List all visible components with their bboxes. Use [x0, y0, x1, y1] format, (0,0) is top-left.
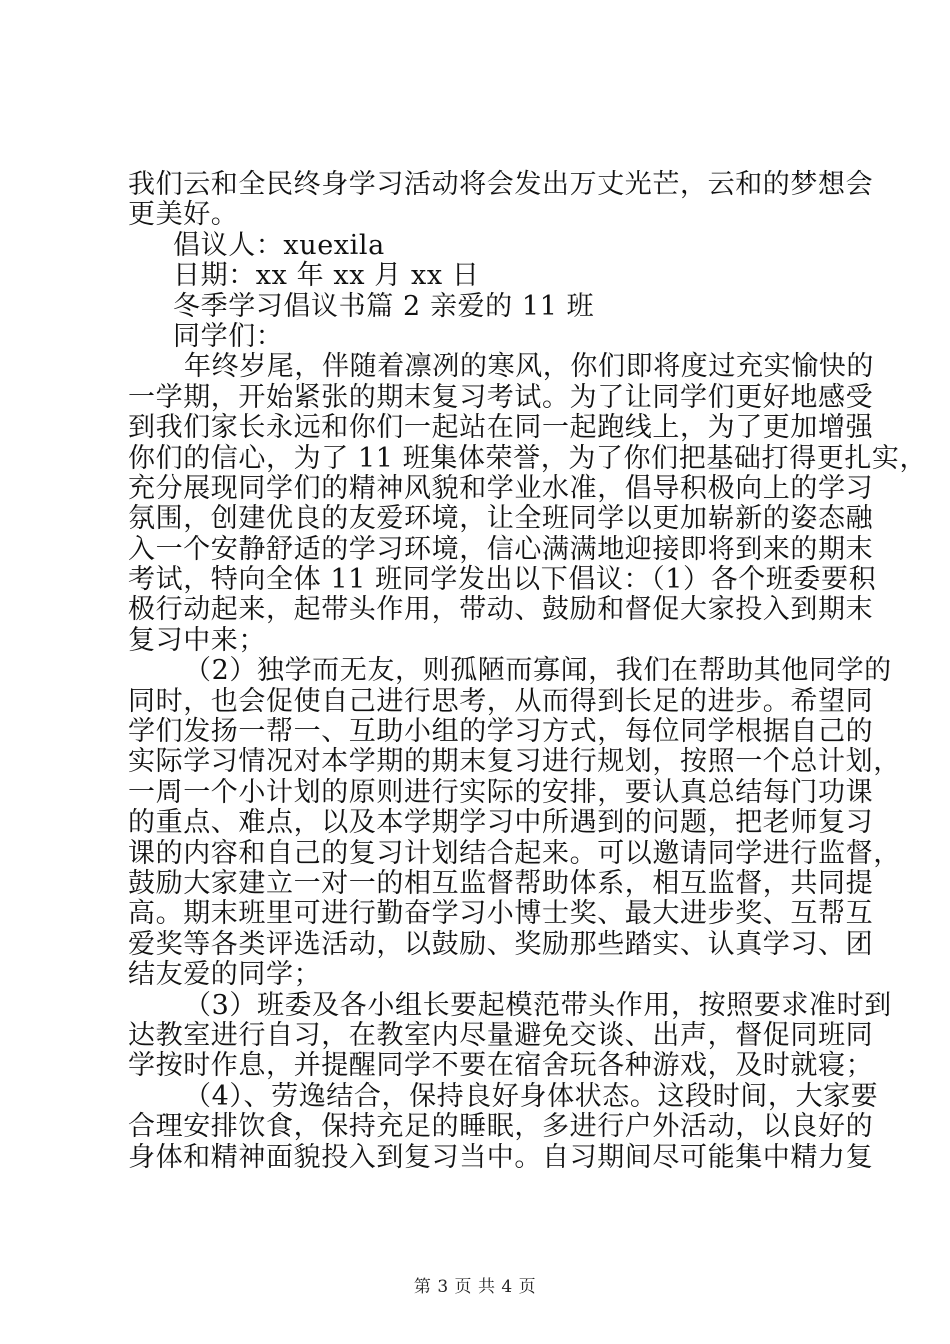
text-line: 高。期末班里可进行勤奋学习小博士奖、最大进步奖、互帮互	[128, 898, 874, 930]
page-footer	[0, 1272, 950, 1297]
signatory-line: 倡议人：xuexila	[173, 229, 385, 261]
text-line: 一学期，开始紧张的期末复习考试。为了让同学们更好地感受	[128, 381, 874, 413]
text-line: 的重点、难点，以及本学期学习中所遇到的问题，把老师复习	[128, 807, 874, 839]
text-line: 课的内容和自己的复习计划结合起来。可以邀请同学进行监督，	[128, 837, 901, 869]
text-line: 学按时作息，并提醒同学不要在宿舍玩各种游戏，及时就寝；	[128, 1050, 874, 1082]
text-line: 结友爱的同学；	[128, 959, 322, 991]
text-line: 学们发扬一帮一、互助小组的学习方式，每位同学根据自己的	[128, 716, 874, 748]
text-line: 鼓励大家建立一对一的相互监督帮助体系，相互监督，共同提	[128, 867, 874, 899]
text-line: 爱奖等各类评选活动，以鼓励、奖励那些踏实、认真学习、团	[128, 928, 874, 960]
text-line: （2）独学而无友，则孤陋而寡闻，我们在帮助其他同学的	[184, 655, 892, 687]
text-line: 考试，特向全体 11 班同学发出以下倡议：（1）各个班委要积	[128, 564, 877, 596]
text-line: （3）班委及各小组长要起模范带头作用，按照要求准时到	[184, 989, 892, 1021]
section-heading: 冬季学习倡议书篇 2 亲爱的 11 班	[173, 290, 595, 322]
text-line: 同时，也会促使自己进行思考，从而得到长足的进步。希望同	[128, 685, 874, 717]
text-line: 我们云和全民终身学习活动将会发出万丈光芒，云和的梦想会	[128, 169, 874, 200]
text-line: 一周一个小计划的原则进行实际的安排，要认真总结每门功课	[128, 776, 874, 808]
text-line: （4）、劳逸结合，保持良好身体状态。这段时间，大家要	[184, 1080, 879, 1112]
text-line: 氛围，创建优良的友爱环境，让全班同学以更加崭新的姿态融	[128, 503, 874, 535]
text-line: 复习中来；	[128, 624, 266, 656]
text-line: 到我们家长永远和你们一起站在同一起跑线上，为了更加增强	[128, 412, 874, 444]
page-number: 第 3 页 共 4 页	[413, 1277, 537, 1297]
salutation-line: 同学们：	[173, 320, 284, 352]
text-line: 实际学习情况对本学期的期末复习进行规划，按照一个总计划，	[128, 746, 901, 778]
date-line: 日期：xx 年 xx 月 xx 日	[173, 260, 480, 292]
text-line: 达教室进行自习，在教室内尽量避免交谈、出声，督促同班同	[128, 1019, 874, 1051]
text-line: 年终岁尾，伴随着凛冽的寒风，你们即将度过充实愉快的	[184, 351, 874, 383]
text-line: 你们的信心，为了 11 班集体荣誉，为了你们把基础打得更扎实，	[128, 442, 928, 474]
text-line: 身体和精神面貌投入到复习当中。自习期间尽可能集中精力复	[128, 1141, 874, 1173]
body-text	[128, 169, 928, 1173]
text-line: 入一个安静舒适的学习环境，信心满满地迎接即将到来的期末	[128, 533, 874, 565]
text-line: 充分展现同学们的精神风貌和学业水准，倡导积极向上的学习	[128, 472, 874, 504]
text-line: 更美好。	[128, 199, 239, 231]
text-line: 合理安排饮食，保持充足的睡眠，多进行户外活动，以良好的	[128, 1111, 874, 1143]
text-line: 极行动起来，起带头作用，带动、鼓励和督促大家投入到期末	[128, 594, 874, 626]
